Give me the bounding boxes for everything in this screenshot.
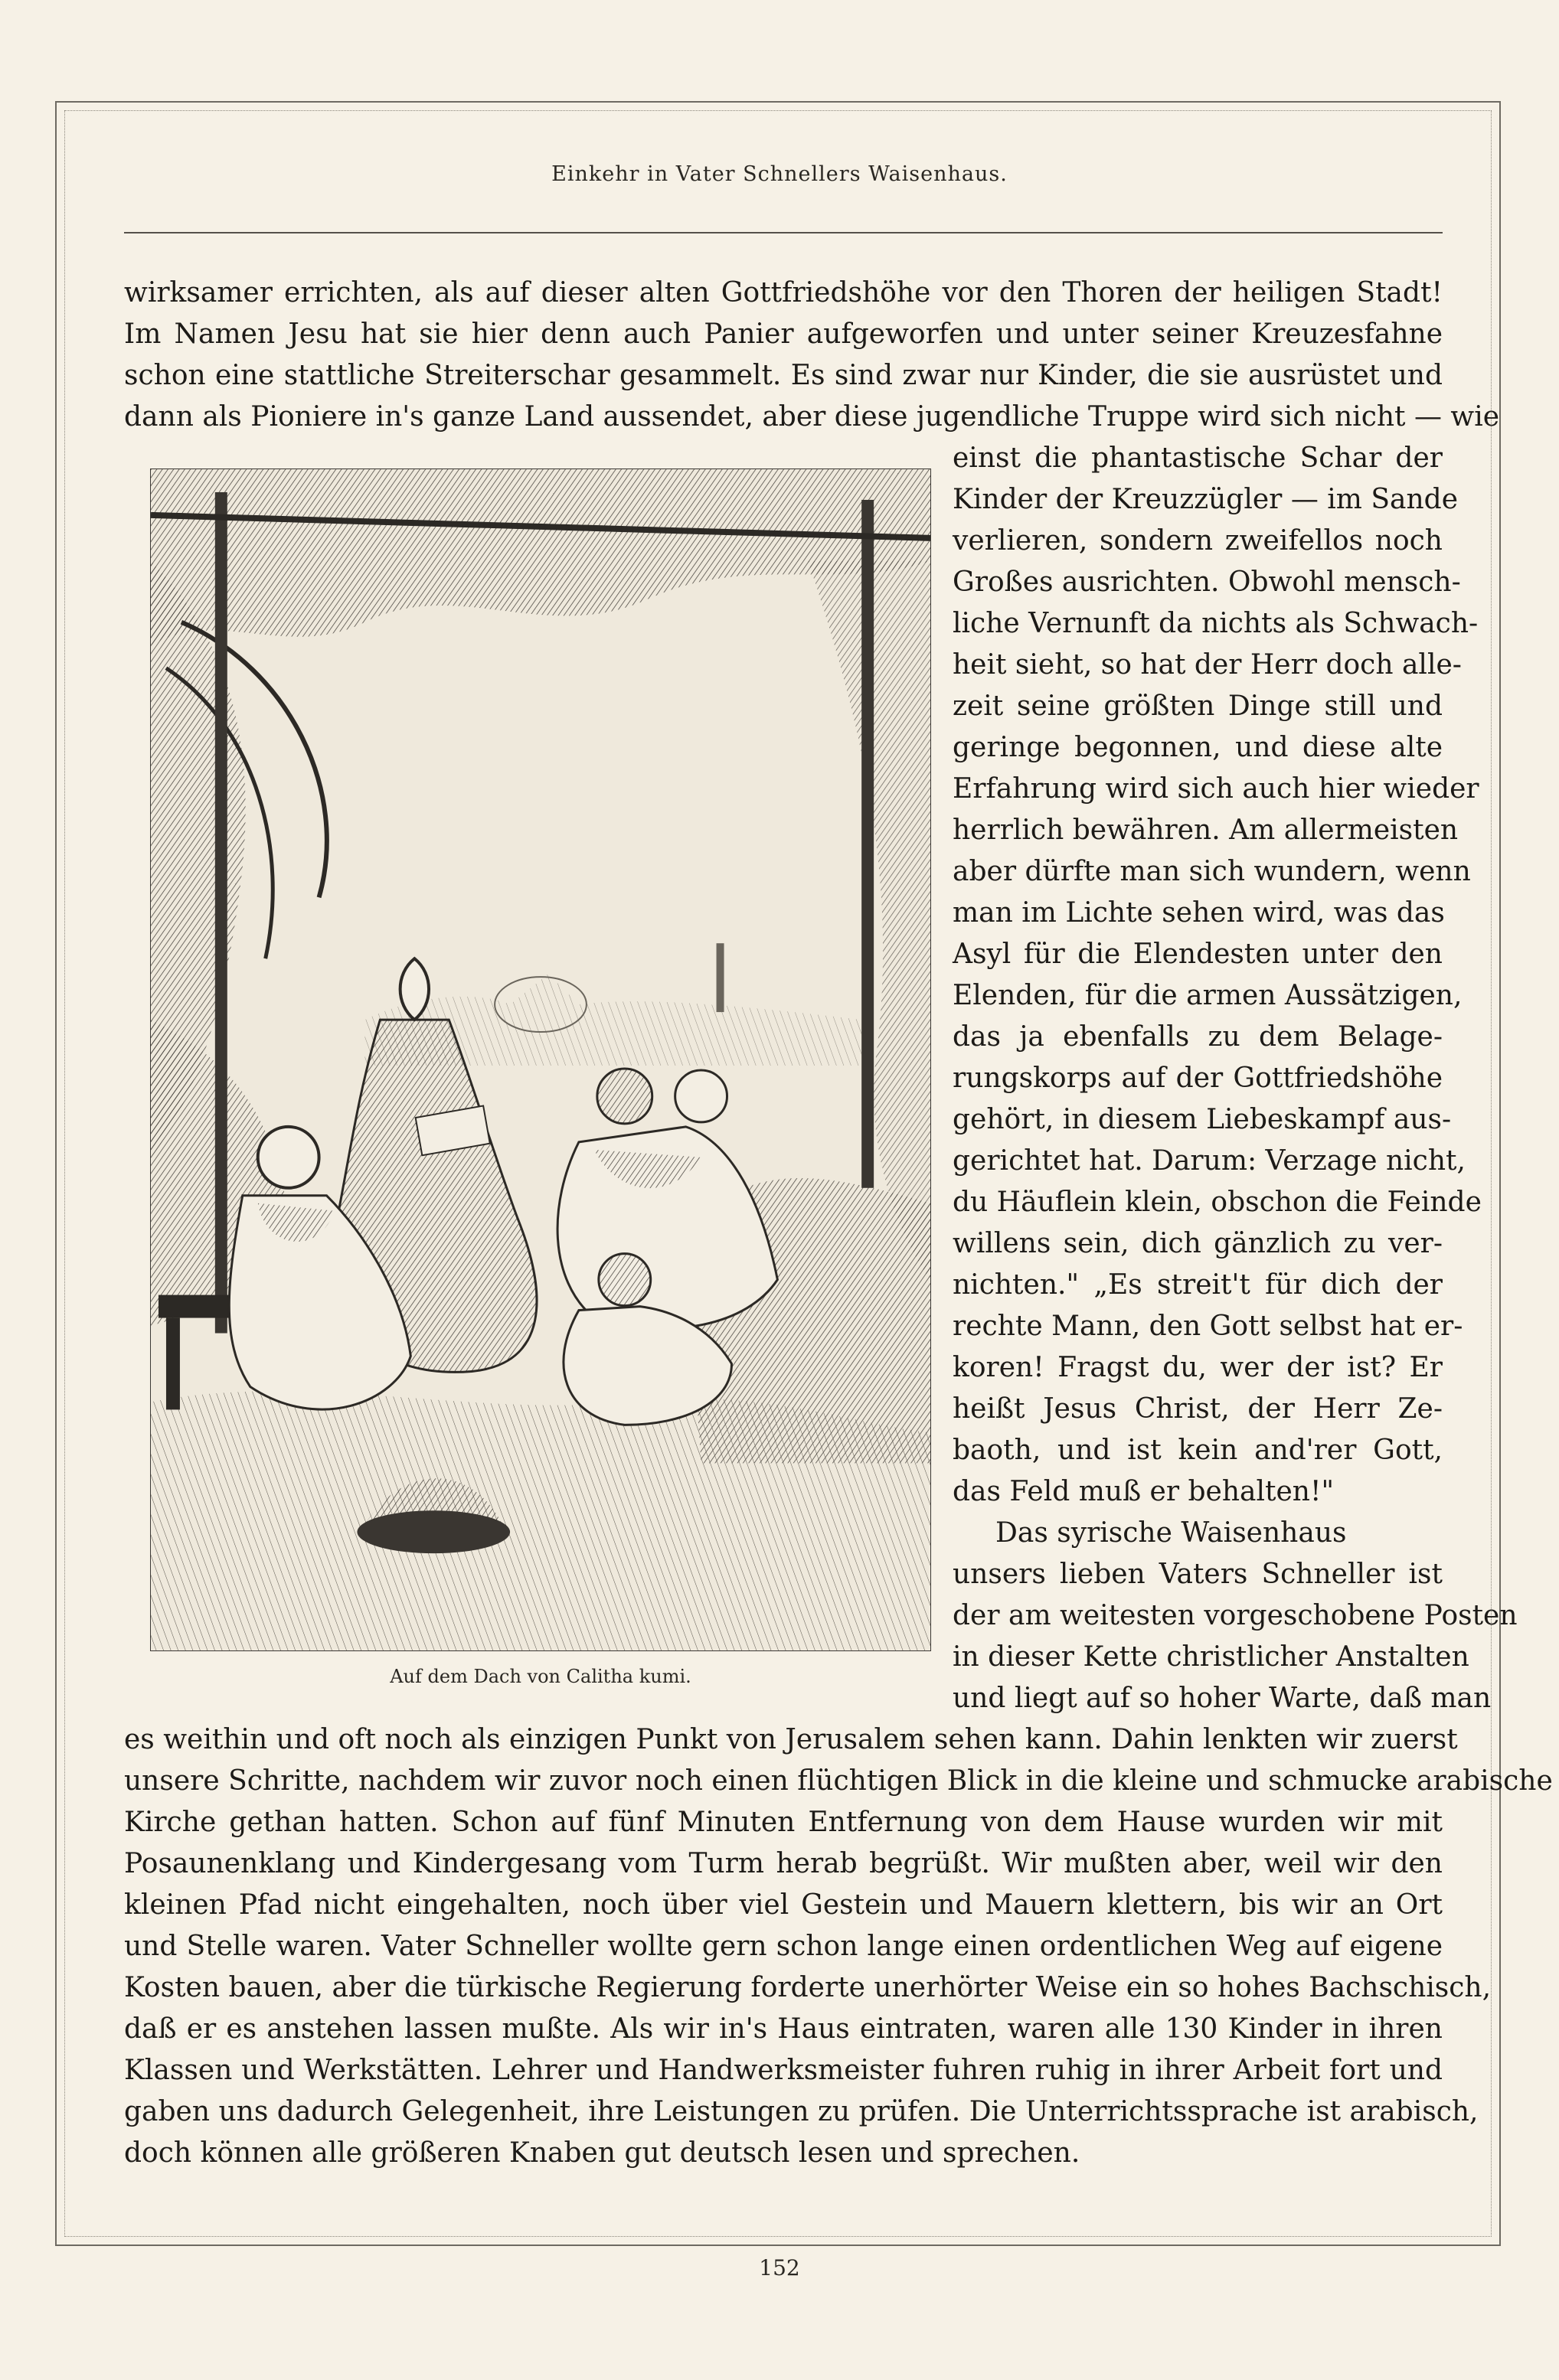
text-line: das Feld muß er behalten!" — [953, 1476, 1335, 1507]
text-line: daß er es anstehen lassen mußte. Als wir in's Haus eintraten, waren alle 130 Kinder in ihren — [124, 2013, 1443, 2045]
text-line: kleinen Pfad nicht eingehalten, noch über viel Gestein und Mauern klettern, bis wir an Ort — [124, 1889, 1443, 1921]
text-line: Erfahrung wird sich auch hier wieder — [953, 773, 1479, 805]
text-line: man im Lichte sehen wird, was das — [953, 897, 1445, 929]
text-line: zeit seine größten Dinge still und — [953, 690, 1443, 722]
text-line: herrlich bewähren. Am allermeisten — [953, 815, 1459, 846]
text-line: Klassen und Werkstätten. Lehrer und Handwerksmeister fuhren ruhig in ihrer Arbeit fort und — [124, 2055, 1443, 2086]
text-line: Asyl für die Elendesten unter den — [953, 939, 1443, 970]
text-line: dann als Pioniere in's ganze Land aussendet, aber diese jugendliche Truppe wird sich nicht — wie — [124, 401, 1500, 433]
text-line: Im Namen Jesu hat sie hier denn auch Panier aufgeworfen und unter seiner Kreuzesfahne — [124, 318, 1443, 350]
text-line: Elenden, für die armen Aussätzigen, — [953, 980, 1463, 1011]
text-line: unsers lieben Vaters Schneller ist — [953, 1559, 1443, 1590]
text-line: liche Vernunft da nichts als Schwach- — [953, 608, 1479, 639]
text-line: geringe begonnen, und diese alte — [953, 732, 1443, 763]
text-line: Kirche gethan hatten. Schon auf fünf Minuten Entfernung von dem Hause wurden wir mit — [124, 1807, 1443, 1838]
text-line: und Stelle waren. Vater Schneller wollte gern schon lange einen ordentlichen Weg auf eigene — [124, 1931, 1443, 1962]
text-line: du Häuflein klein, obschon die Feinde — [953, 1187, 1482, 1218]
text-line: nichten." „Es streit't für dich der — [953, 1269, 1443, 1301]
text-line: verlieren, sondern zweifellos noch — [953, 525, 1443, 557]
engraving-illustration — [150, 468, 931, 1651]
text-line: und liegt auf so hoher Warte, daß man — [953, 1683, 1492, 1714]
text-line: einst die phantastische Schar der — [953, 442, 1443, 474]
text-line: in dieser Kette christlicher Anstalten — [953, 1641, 1469, 1673]
figure-caption: Auf dem Dach von Calitha kumi. — [390, 1666, 691, 1687]
text-line: willens sein, dich gänzlich zu ver- — [953, 1228, 1443, 1259]
text-line: der am weitesten vorgeschobene Posten — [953, 1600, 1518, 1631]
text-line: rungskorps auf der Gottfriedshöhe — [953, 1063, 1443, 1094]
text-line: Kosten bauen, aber die türkische Regierung forderte unerhörter Weise ein so hohes Bachschisch, — [124, 1972, 1492, 2003]
text-line: baoth, und ist kein and'rer Gott, — [953, 1435, 1443, 1466]
text-line: das ja ebenfalls zu dem Belage- — [953, 1021, 1443, 1053]
text-line: doch können alle größeren Knaben gut deutsch lesen und sprechen. — [124, 2137, 1080, 2169]
rooftop-scene-drawing — [151, 469, 930, 1650]
text-line: gerichtet hat. Darum: Verzage nicht, — [953, 1145, 1466, 1177]
text-line: rechte Mann, den Gott selbst hat er- — [953, 1311, 1463, 1342]
text-line: gaben uns dadurch Gelegenheit, ihre Leistungen zu prüfen. Die Unterrichtssprache ist arabisch, — [124, 2096, 1479, 2127]
text-line: aber dürfte man sich wundern, wenn — [953, 856, 1471, 887]
text-line: Posaunenklang und Kindergesang vom Turm herab begrüßt. Wir mußten aber, weil wir den — [124, 1848, 1443, 1879]
text-line: Kinder der Kreuzzügler — im Sande — [953, 484, 1459, 515]
text-line: heißt Jesus Christ, der Herr Ze- — [953, 1393, 1443, 1425]
text-line: Großes ausrichten. Obwohl mensch- — [953, 566, 1461, 598]
text-line: es weithin und oft noch als einzigen Punkt von Jerusalem sehen kann. Dahin lenkten wir zuerst — [124, 1724, 1458, 1755]
text-line: koren! Fragst du, wer der ist? Er — [953, 1352, 1443, 1383]
running-head: Einkehr in Vater Schnellers Waisenhaus. — [551, 162, 1008, 186]
header-rule — [124, 232, 1443, 233]
text-line: Das syrische Waisenhaus — [995, 1517, 1347, 1549]
text-line: gehört, in diesem Liebeskampf aus- — [953, 1104, 1452, 1135]
text-line: unsere Schritte, nachdem wir zuvor noch einen flüchtigen Blick in die kleine und schmucke arabische — [124, 1765, 1553, 1797]
text-line: schon eine stattliche Streiterschar gesammelt. Es sind zwar nur Kinder, die sie ausrüstet und — [124, 360, 1443, 391]
text-line: wirksamer errichten, als auf dieser alten Gottfriedshöhe vor den Thoren der heiligen Stadt! — [124, 277, 1443, 309]
page-number: 152 — [759, 2255, 800, 2280]
text-line: heit sieht, so hat der Herr doch alle- — [953, 649, 1462, 681]
